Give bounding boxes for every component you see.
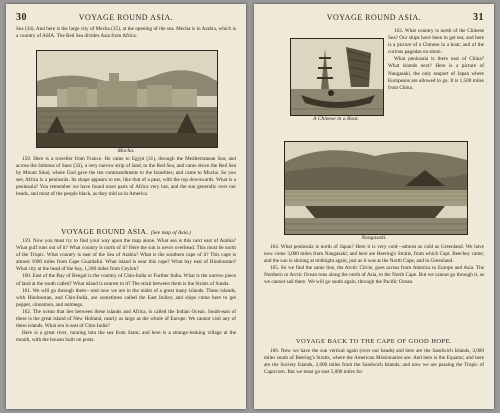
nangasaki-caption: Nangasaki.: [361, 235, 387, 241]
left-intro-text: Sea (34). And here is the large city of Mecha (35), at the opening of the sea. Mecha is in Arabia, which is a country of ASIA. The Red Sea divides Asia from Africa.: [16, 26, 236, 40]
right-heading: VOYAGE BACK TO THE CAPE OF GOOD HOPE.: [295, 338, 453, 345]
chinese-boat-caption: A Chinese in a Boat.: [312, 116, 360, 122]
right-page: [254, 4, 494, 409]
right-running-head: [264, 12, 484, 24]
right-page-number: 31: [473, 12, 484, 23]
right-body-text: 164. What peninsula is north of Japan? Here it is very cold—almost as cold as Greenland. We have now come 3,000 miles from Nangasaki; and here are Beering's Straits, from which Capt. Beechey came; and the sun is shining at midnight again, just as it was at the North Cape, and in Greenland. 165. So we find the same line, the Arctic Circle, goes across from America to Europe and Asia. The Northern or Arctic Ocean runs along the north of Asia, to the North Cape. But we cannot go through it, as we cannot sail there. We will go south again, through the Pacific Ocean.: [264, 244, 484, 286]
left-para-158: 158. Here is a traveller from France. He came to Egypt (31), through the Mediterranean Sea; and across the Isthmus of Suez (33), a very narrow strip of land, to the Red Sea, and came down the Red Sea by Mount Sinai, where God gave the ten commandments to the Israelites; and came to Mocha. So you see, Africa is a peninsula. Its shape appears to me, like that of a pear, with the top downwards. What is a peninsula? You remember we have found most parts of Africa very hot, and the sun generally over our heads, and most of the people black, as they told us in America.: [16, 156, 236, 198]
left-page: [6, 4, 246, 409]
right-para-163: 163. What country is north of the Chinese Sea? Our ships have been to get tea; and here is a picture of a Chinese in a boat; and of the curious pagodas on shore. What peninsula is there east of China? What islands next? Here is a picture of Nangasaki, the only seaport of Japan where Europeans are allowed to go. It is 1,500 miles from China.: [388, 28, 484, 91]
left-header-title: VOYAGE ROUND ASIA.: [78, 13, 174, 22]
right-header-title: VOYAGE ROUND ASIA.: [326, 13, 422, 22]
nangasaki-engraving: [284, 141, 468, 235]
mocha-engraving: [36, 50, 218, 148]
right-para-166: 166. Now we have the sun vertical again (over our heads) and here are the Sandwich Islands, 3,000 miles south of Beering's Straits, where the American Missionaries are. And here is the Equator; and here are the Society Islands, 2,000 miles from the Sandwich Islands; and now we are passing the Tropic of Capricorn. But we must go east 5,000 miles for: [264, 348, 484, 376]
left-page-number: 30: [16, 12, 27, 23]
left-running-head: [16, 12, 236, 24]
left-body-text: 159. Now you must try to find your way upon the map alone. What sea is this next east of Arabia? What gulf runs out of it? What country is north of it? Here the sun is never overhead. This must be north of the Tropic. What country is east of the Sea of Arabia? What is the southern cape of it? This cape is almost 1000 miles from Cape Guardafui. What island is near this cape? What bay east of Hindoostan? What city at the head of the bay, 1,200 miles from Ceylon? 160. East of the Bay of Bengal is the country of Chin-India or Further India. What is the narrow piece of land at the south called? What island is nearest to it? The strait between them is the Straits of Sunda. 161. We will go through them—and now we are in the midst of a great many islands. These islands, with Hindoostan, and Chin-India, are sometimes called the East Indies; and ships come here to get pepper, cinnamon, and nutmegs. 162. The ocean that lies between these islands and Africa, is called the Indian Ocean. South-east of these is the great island of New Holland, nearly as large as the whole of Europe. We cannot visit any of these islands. What sea is east of Chin-India? Here is a great river, running into the sea from Siam; and here is a strange-looking village at the mouth, with the houses built on posts.: [16, 238, 236, 344]
left-heading: VOYAGE ROUND ASIA. (See map of Asia.): [61, 227, 191, 236]
chinese-boat-engraving: [290, 38, 384, 116]
mocha-caption: Mocha.: [117, 148, 135, 154]
